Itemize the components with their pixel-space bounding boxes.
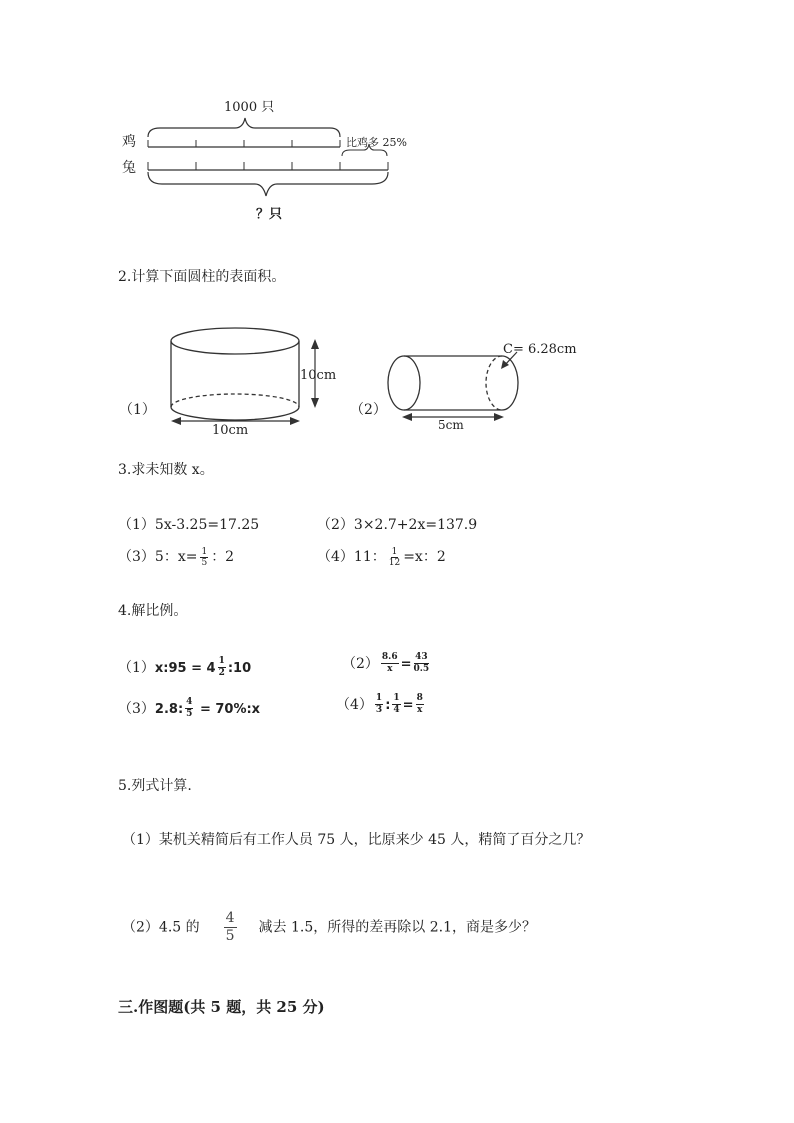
q3-title: 3.求未知数 x。 — [118, 462, 214, 478]
q2-item1-height: 10cm — [300, 368, 337, 383]
q2-item2-label: （2） — [350, 402, 387, 418]
q4-title: 4.解比例。 — [118, 603, 188, 619]
fraction: $\frac{4}{5}$ — [225, 910, 235, 944]
q2-item2-circumference: C= 6.28cm — [503, 342, 577, 357]
q5-title: 5.列式计算. — [118, 778, 192, 794]
q4-problem-3: （3）2.8: $\frac{4}{5}$ = 70%:x — [118, 697, 261, 719]
q4-problem-1: （1）x:95 = 4 $\frac{1}{2}$ :10 — [118, 656, 252, 678]
q2-item2-length: 5cm — [438, 418, 464, 432]
q2-item1-label: （1） — [119, 402, 156, 418]
rabbit-label: 兔 — [122, 160, 136, 176]
fraction: $\frac{4}{5}$ — [186, 697, 193, 719]
q2-title: 2.计算下面圆柱的表面积。 — [118, 269, 286, 285]
fraction: $\frac{1}{5}$ — [201, 546, 208, 568]
q3-problem-1: （1）5x-3.25=17.25 — [118, 517, 260, 533]
chicken-label: 鸡 — [122, 134, 136, 150]
q4-problem-2: （2） $\frac{8.6}{x}$ = $\frac{43}{0.5}$ — [342, 652, 430, 674]
q3-problem-4: （4）11： $\frac{1}{12}$ =x：2 — [317, 546, 446, 568]
section-3-heading: 三.作图题(共 5 题，共 25 分) — [118, 998, 325, 1016]
fraction: $\frac{1}{3}$ — [375, 693, 383, 715]
bottom-brace — [148, 172, 388, 196]
fraction: $\frac{1}{12}$ — [388, 546, 401, 568]
bottom-label: ？只 — [256, 207, 283, 222]
q5-problem-2: （2）4.5 的 $\frac{4}{5}$ 减去 1.5，所得的差再除以 2.1，商是多少？ — [122, 910, 536, 944]
q2-item1-diameter: 10cm — [212, 423, 249, 438]
fraction: $\frac{43}{0.5}$ — [413, 652, 430, 674]
top-brace — [148, 118, 340, 137]
fraction: $\frac{1}{2}$ — [218, 656, 225, 678]
q5-problem-1: （1）某机关精简后有工作人员 75 人，比原来少 45 人，精简了百分之几？ — [122, 832, 591, 848]
q3-problem-3: （3）5：x= $\frac{1}{5}$ ：2 — [118, 546, 235, 568]
top-label: 1000 只 — [224, 100, 275, 115]
fraction: $\frac{1}{4}$ — [393, 693, 400, 715]
more-label: 比鸡多 25% — [346, 136, 407, 149]
q3-problem-2: （2）3×2.7+2x=137.9 — [317, 517, 478, 533]
fraction: $\frac{8}{x}$ — [416, 693, 423, 715]
fraction: $\frac{8.6}{x}$ — [381, 652, 398, 674]
q4-problem-4: （4） $\frac{1}{3}$ : $\frac{1}{4}$ = $\frac{8}{x}$ — [336, 693, 423, 715]
cylinder-1 — [160, 325, 350, 445]
